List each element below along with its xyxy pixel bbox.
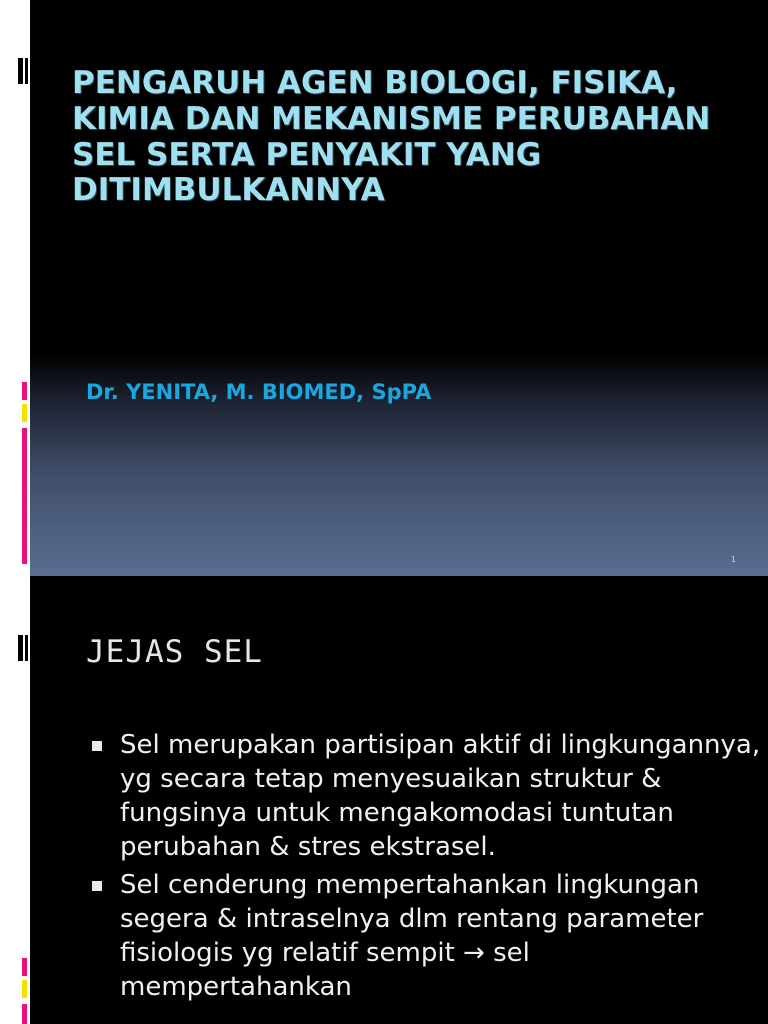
slide-2-title: JEJAS SEL — [86, 634, 263, 670]
slide-1-accent-pink — [22, 428, 27, 564]
square-bullet-icon — [92, 881, 102, 891]
bullet-text: Sel cenderung mempertahankan lingkungan segera & intraselnya dlm rentang parameter fisiologis yg relatif sempit → sel mempertahankan — [120, 870, 704, 1002]
slide-2-corner-marker — [18, 635, 29, 661]
slide-1-corner-marker — [18, 58, 29, 84]
slide-1-accent-pink-top — [22, 382, 27, 400]
slide-1-title: PENGARUH AGEN BIOLOGI, FISIKA, KIMIA DAN MEKANISME PERUBAHAN SEL SERTA PENYAKIT YANG DITIMBULKANNYA — [72, 65, 711, 209]
slide-2-accent-yellow — [22, 980, 27, 998]
slide-2-accent-pink — [22, 1004, 27, 1024]
slide-2-accent-pink-top — [22, 958, 27, 976]
page-number: 1 — [730, 555, 736, 564]
slide-2 — [30, 576, 768, 1024]
bullet-item — [86, 868, 766, 1004]
bullet-text: Sel merupakan partisipan aktif di lingkungannya, yg secara tetap menyesuaikan struktur & fungsinya untuk mengakomodasi tuntutan perubahan & stres ekstrasel. — [120, 730, 761, 862]
slide-1 — [30, 0, 768, 576]
bullet-list — [86, 728, 766, 1008]
square-bullet-icon — [92, 741, 102, 751]
slide-1-accent-yellow — [22, 404, 27, 422]
bullet-item — [86, 728, 766, 864]
slide-1-subtitle: Dr. YENITA, M. BIOMED, SpPA — [86, 380, 432, 404]
